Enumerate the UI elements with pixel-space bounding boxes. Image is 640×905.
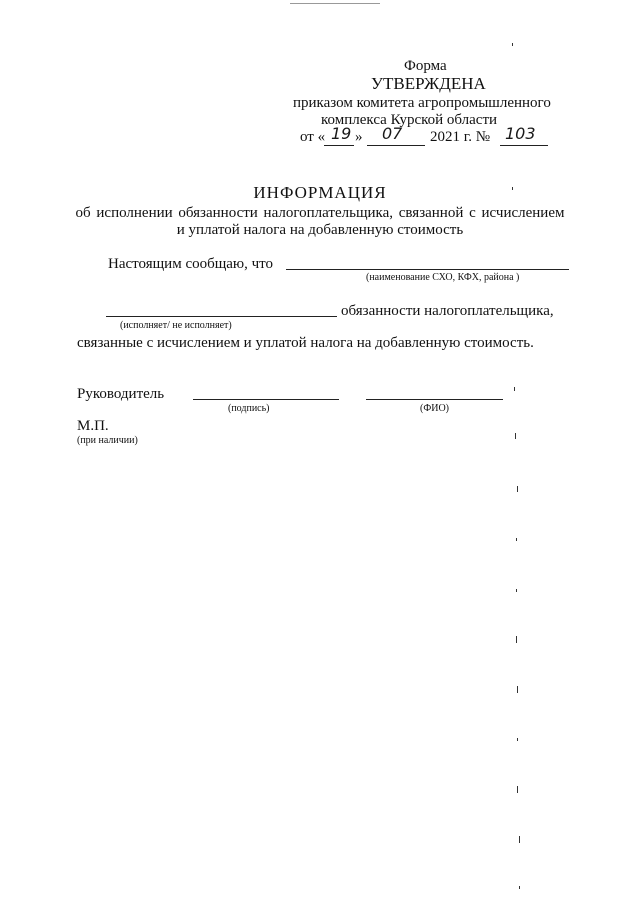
signature-hint: (подпись) <box>228 403 270 414</box>
order-line-1: приказом комитета агропромышленного <box>293 95 551 111</box>
scan-speck <box>290 3 380 4</box>
notify-text: Настоящим сообщаю, что <box>108 256 274 272</box>
document-subtitle-line-2: и уплатой налога на добавленную стоимость <box>176 222 464 238</box>
date-prefix: от « <box>300 129 326 145</box>
entity-name-field[interactable] <box>286 269 569 270</box>
number-underline <box>500 145 548 146</box>
scan-speck <box>517 486 518 492</box>
date-mid: » <box>355 129 363 145</box>
scan-speck <box>519 886 520 889</box>
approved-label: УТВЕРЖДЕНА <box>371 74 486 93</box>
scan-speck <box>519 836 520 843</box>
full-name-field[interactable] <box>366 399 503 400</box>
fulfillment-field[interactable] <box>106 316 337 317</box>
stamp-label: М.П. <box>77 418 109 434</box>
month-underline <box>367 145 425 146</box>
date-day: 19 <box>331 124 352 143</box>
day-underline <box>324 145 354 146</box>
scan-speck <box>517 686 518 693</box>
date-month: 07 <box>382 124 403 143</box>
name-hint: (ФИО) <box>420 403 450 414</box>
order-number: 103 <box>505 124 536 143</box>
scan-speck <box>517 786 518 793</box>
document-subtitle-line-1: об исполнении обязанности налогоплательщика, связанной с исчислением <box>75 205 565 221</box>
form-label: Форма <box>404 58 447 74</box>
head-label: Руководитель <box>77 386 165 402</box>
entity-hint: (наименование СХО, КФХ, района ) <box>366 272 520 283</box>
scan-speck <box>517 738 518 741</box>
scan-speck <box>512 187 513 190</box>
duties-text: обязанности налогоплательщика, <box>341 303 554 319</box>
date-year-and-number-label: 2021 г. № <box>430 129 491 145</box>
scan-speck <box>516 589 517 592</box>
duties-line-2: связанные с исчислением и уплатой налога на добавленную стоимость. <box>77 335 534 351</box>
fulfillment-hint: (исполняет/ не исполняет) <box>120 320 232 331</box>
document-title: ИНФОРМАЦИЯ <box>253 183 387 202</box>
scan-speck <box>515 433 516 439</box>
scan-speck <box>516 636 517 643</box>
order-line-2: комплекса Курской области <box>321 112 498 128</box>
scan-speck <box>514 387 515 391</box>
scan-speck <box>512 43 513 46</box>
scan-speck <box>516 538 517 541</box>
signature-field[interactable] <box>193 399 339 400</box>
stamp-hint: (при наличии) <box>77 435 138 446</box>
